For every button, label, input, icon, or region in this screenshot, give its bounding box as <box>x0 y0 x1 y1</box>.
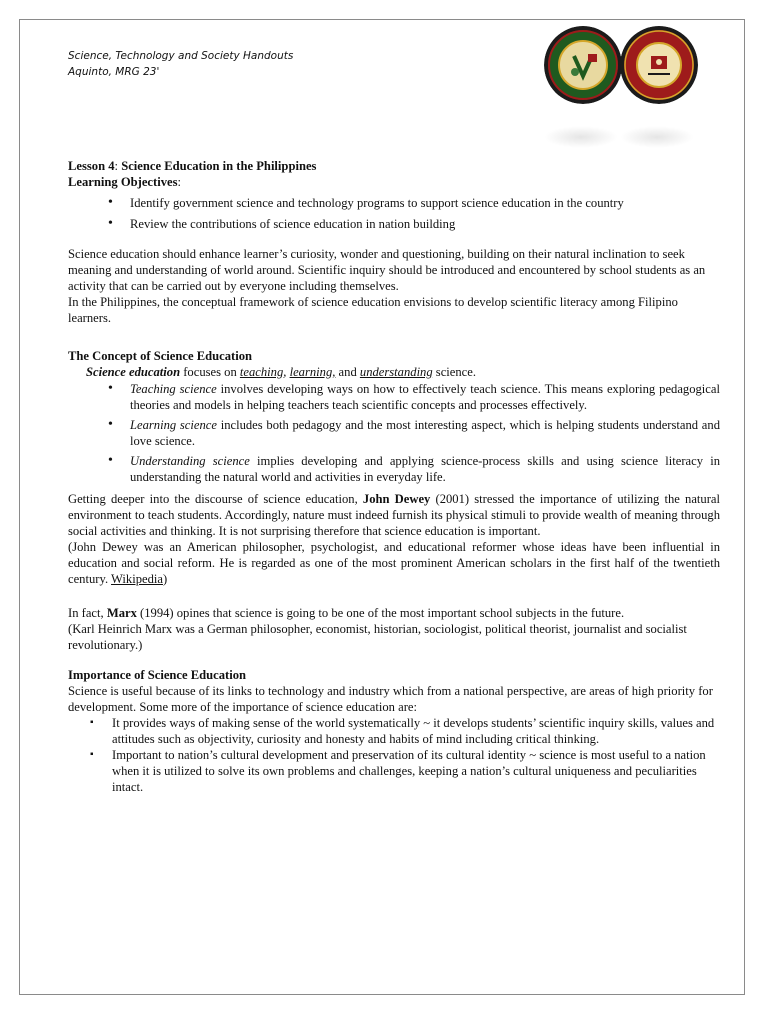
list-item: ▪ Important to nation’s cultural development and preservation of its cultural identity ~ science is most useful to a nation when it is utilized to solve its own problems and challenges, keeping a nation’s cultural uniqueness and peculiarities intact. <box>68 747 720 795</box>
seal-shadow <box>620 126 694 148</box>
objectives-list <box>68 195 720 232</box>
logo-group <box>544 26 704 110</box>
intro-paragraph: In the Philippines, the conceptual framework of science education envisions to develop scientific literacy among Filipino learners. <box>68 295 678 325</box>
list-item: • Understanding science implies developing and applying science-process skills and using science literacy in understanding the natural world and activities in everyday life. <box>68 453 720 485</box>
lesson-title: Lesson 4: Science Education in the Philippines <box>68 159 317 173</box>
dewey-paragraph: Getting deeper into the discourse of science education, John Dewey (2001) stressed the importance of utilizing the natural environment to teach students. Accordingly, nature must indeed furnish its physical stimuli to provide wealth of meaning through social activities and thinking. It is not surprising therefore that science education is important. <box>68 492 721 538</box>
list-item: • Identify government science and technology programs to support science education in the country <box>68 195 720 211</box>
marx-note: (Karl Heinrich Marx was a German philosopher, economist, historian, sociologist, political theorist, journalist and socialist revolutionary.) <box>68 622 687 652</box>
importance-intro: Science is useful because of its links to technology and industry which from a national perspective, are areas of high priority for development. Some more of the importance of science education are: <box>68 684 713 714</box>
section-heading: The Concept of Science Education <box>68 349 253 363</box>
handout-title: Science, Technology and Society Handouts <box>68 50 294 62</box>
importance-list <box>68 715 720 795</box>
document-page <box>19 19 745 995</box>
document-body <box>68 158 720 795</box>
college-seal-icon <box>544 26 622 104</box>
list-item: • Review the contributions of science education in nation building <box>68 216 720 232</box>
objectives-heading: Learning Objectives: <box>68 175 181 189</box>
list-item: ▪ It provides ways of making sense of the world systematically ~ it develops students’ scientific inquiry skills, values and attitudes such as objectivity, curiosity and honesty and habits of mind including critical thinking. <box>68 715 720 747</box>
handout-header <box>68 48 293 80</box>
intro-paragraph: Science education should enhance learner’s curiosity, wonder and questioning, building on their natural inclination to seek meaning and understanding of world around. Scientific inquiry should be introduced and encountered by school students as an activity that can be carried out by everyone including themselves. <box>68 247 706 293</box>
handout-author: Aquinto, MRG 23' <box>68 66 160 78</box>
dewey-note: (John Dewey was an American philosopher, psychologist, and educational reformer whose ideas have been influential in education and social reform. He is regarded as one of the most prominent American scholars in the first half of the twentieth century. Wikipedia) <box>68 540 720 586</box>
seal-shadow <box>544 126 618 148</box>
list-item: • Learning science includes both pedagogy and the most interesting aspect, which is helping students understand and love science. <box>68 417 720 449</box>
concept-lead: Science education focuses on teaching, learning, and understanding science. <box>86 365 477 379</box>
section-heading: Importance of Science Education <box>68 668 247 682</box>
university-seal-icon <box>620 26 698 104</box>
wikipedia-link[interactable]: Wikipedia <box>111 572 163 586</box>
list-item: • Teaching science involves developing ways on how to effectively teach science. This means exploring pedagogical theories and models in helping teachers teach scientific concepts and processes effectively. <box>68 381 720 413</box>
concept-list <box>68 381 720 485</box>
marx-paragraph: In fact, Marx (1994) opines that science is going to be one of the most important school subjects in the future. <box>68 606 625 620</box>
